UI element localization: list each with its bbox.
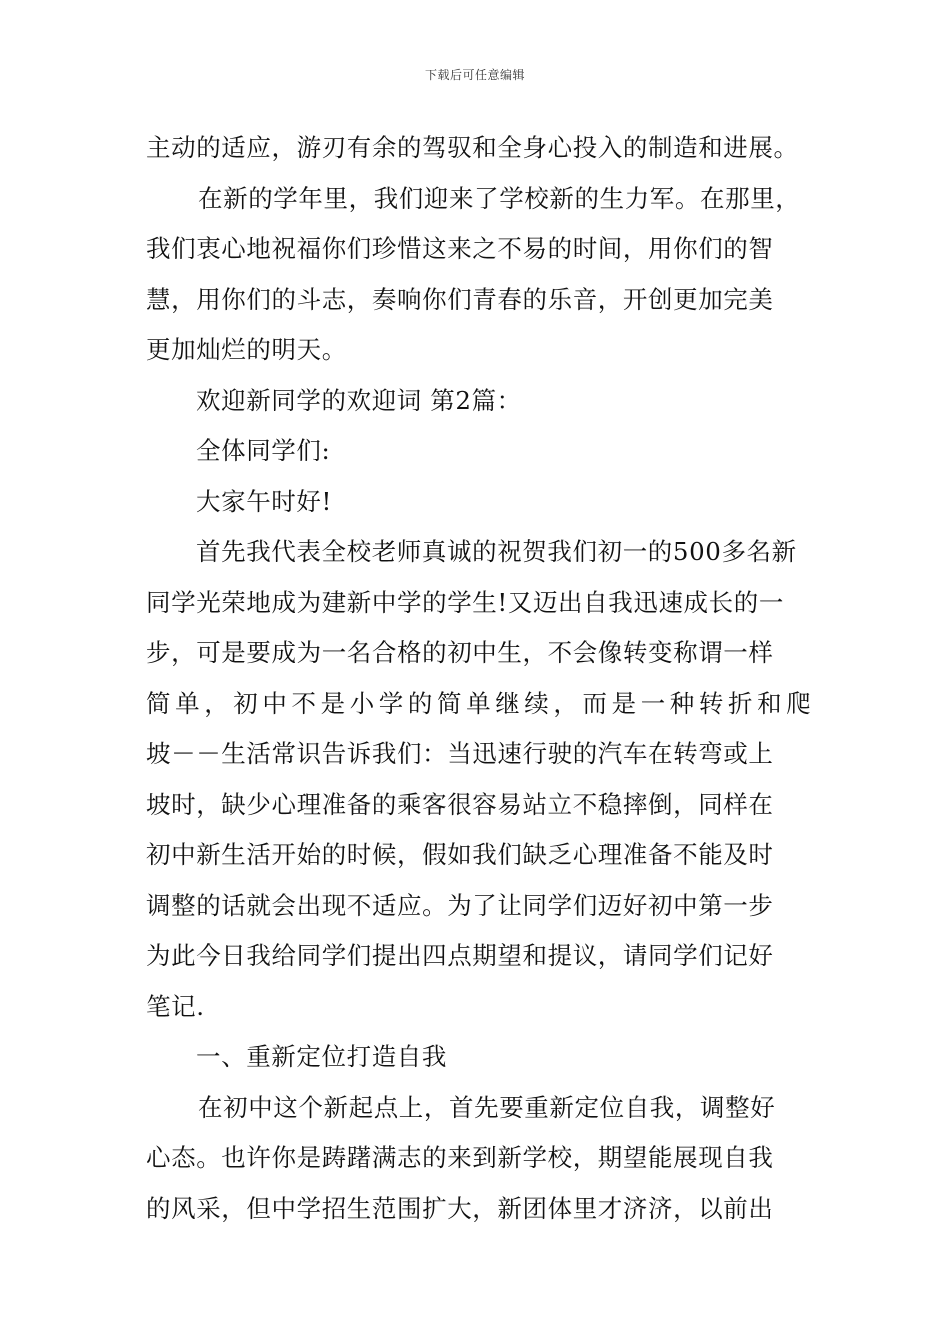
text-line: 在初中这个新起点上，首先要重新定位自我，调整好 <box>198 1092 776 1122</box>
text-line: 心态。也许你是踌躇满志的来到新学校，期望能展现自我 <box>146 1143 774 1172</box>
text-line: 为此今日我给同学们提出四点期望和提议，请同学们记好 <box>146 941 774 970</box>
text-line: 坡－－生活常识告诉我们：当迅速行驶的汽车在转弯或上 <box>146 739 774 768</box>
text-line: 同学光荣地成为建新中学的学生!又迈出自我迅速成长的一 <box>146 587 784 617</box>
page-header: 下载后可任意编辑 <box>424 68 525 82</box>
salutation: 全体同学们: <box>196 436 331 465</box>
text-line: 调整的话就会出现不适应。为了让同学们迈好初中第一步 <box>146 890 774 920</box>
text-line: 坡时，缺少心理准备的乘客很容易站立不稳摔倒，同样在 <box>146 789 774 819</box>
text-line: 笔记. <box>146 991 205 1021</box>
text-line: 的风采，但中学招生范围扩大，新团体里才济济，以前出 <box>146 1193 774 1223</box>
text-line: 初中新生活开始的时候，假如我们缺乏心理准备不能及时 <box>146 840 774 869</box>
greeting: 大家午时好! <box>196 486 332 516</box>
subsection-heading: 一、重新定位打造自我 <box>196 1042 447 1071</box>
text-line: 慧，用你们的斗志，奏响你们青春的乐音，开创更加完美 <box>146 284 774 314</box>
document-body <box>146 123 816 1234</box>
text-line: 在新的学年里，我们迎来了学校新的生力军。在那里， <box>198 183 801 213</box>
text-line: 我们衷心地祝福你们珍惜这来之不易的时间，用你们的智 <box>146 234 774 263</box>
text-line: 主动的适应，游刃有余的驾驭和全身心投入的制造和进展。 <box>146 133 799 162</box>
text-line: 简单，初中不是小学的简单继续，而是一种转折和爬 <box>146 688 816 718</box>
text-line: 首先我代表全校老师真诚的祝贺我们初一的500多名新 <box>196 537 797 566</box>
text-line: 更加灿烂的明天。 <box>146 335 347 364</box>
text-line: 步，可是要成为一名合格的初中生，不会像转变称谓一样 <box>146 638 774 667</box>
section-heading: 欢迎新同学的欢迎词 第2篇： <box>196 385 522 415</box>
